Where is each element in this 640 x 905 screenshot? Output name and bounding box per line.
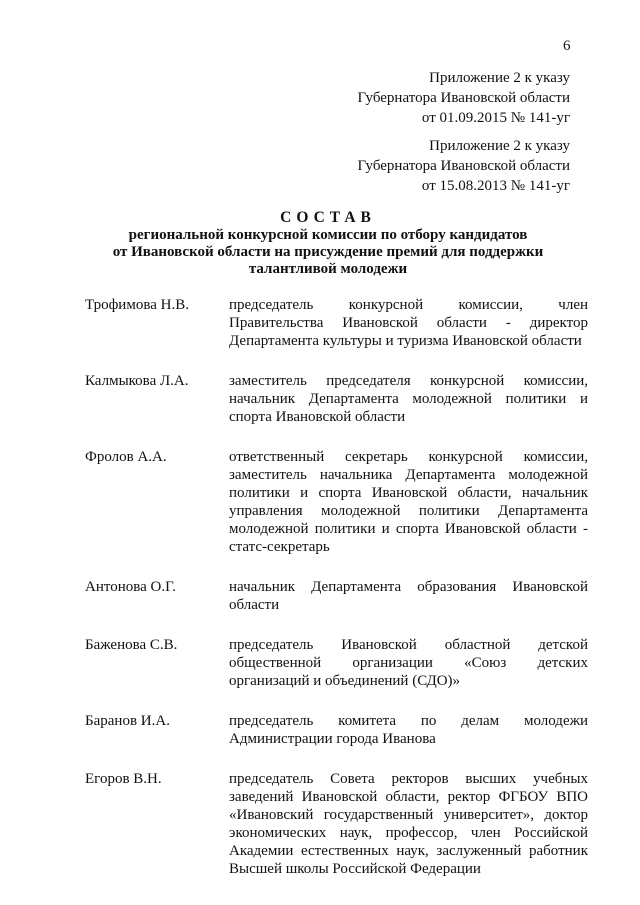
member-role: председатель Ивановской областной детской общественной организации «Союз детских организаций и объединений (СДО)» <box>229 637 588 689</box>
annex-current-line: от 01.09.2015 № 141-уг <box>421 110 570 126</box>
member-row <box>85 578 588 614</box>
member-role: начальник Департамента образования Ивановской области <box>229 579 588 613</box>
title-subtitle-line: от Ивановской области на присуждение премий для поддержки <box>112 244 544 260</box>
member-role: председатель комитета по делам молодежи Администрации города Иванова <box>229 713 588 747</box>
document-title <box>80 208 576 278</box>
title-main: СОСТАВ <box>280 209 376 226</box>
member-name: Баранов И.А. <box>85 713 170 729</box>
annex-current-line: Губернатора Ивановской области <box>357 90 570 106</box>
annex-previous-line: Приложение 2 к указу <box>429 138 570 154</box>
member-role: заместитель председателя конкурсной комиссии, начальник Департамента молодежной политики и спорта Ивановской области <box>229 373 588 425</box>
title-subtitle-line: региональной конкурсной комиссии по отбору кандидатов <box>128 227 528 243</box>
member-name: Антонова О.Г. <box>85 579 176 595</box>
member-role: ответственный секретарь конкурсной комиссии, заместитель начальника Департамента молодежной политики и спорта Ивановской области, начальник управления молодежной политики Департамента молодежной политики и спорта Ивановской области - статс-секретарь <box>229 449 588 555</box>
member-name: Трофимова Н.В. <box>85 297 189 313</box>
member-row <box>85 372 588 426</box>
annex-previous-line: от 15.08.2013 № 141-уг <box>421 178 570 194</box>
member-row <box>85 636 588 690</box>
members-list <box>85 296 588 900</box>
member-row <box>85 448 588 556</box>
member-role: председатель конкурсной комиссии, член Правительства Ивановской области - директор Департамента культуры и туризма Ивановской области <box>229 297 588 349</box>
member-role: председатель Совета ректоров высших учебных заведений Ивановской области, ректор ФГБОУ ВПО «Ивановский государственный университет», доктор экономических наук, профессор, член Российской Академии естественных наук, заслуженный работник Высшей школы Российской Федерации <box>229 771 588 877</box>
title-subtitle-line: талантливой молодежи <box>248 261 408 277</box>
page-number: 6 <box>563 38 571 54</box>
annex-current-line: Приложение 2 к указу <box>429 70 570 86</box>
annex-current <box>357 68 570 128</box>
member-name: Егоров В.Н. <box>85 771 162 787</box>
annex-previous <box>357 136 570 196</box>
member-name: Фролов А.А. <box>85 449 167 465</box>
member-row <box>85 770 588 878</box>
member-row <box>85 296 588 350</box>
annex-previous-line: Губернатора Ивановской области <box>357 158 570 174</box>
member-name: Калмыкова Л.А. <box>85 373 189 389</box>
member-name: Баженова С.В. <box>85 637 178 653</box>
member-row <box>85 712 588 748</box>
